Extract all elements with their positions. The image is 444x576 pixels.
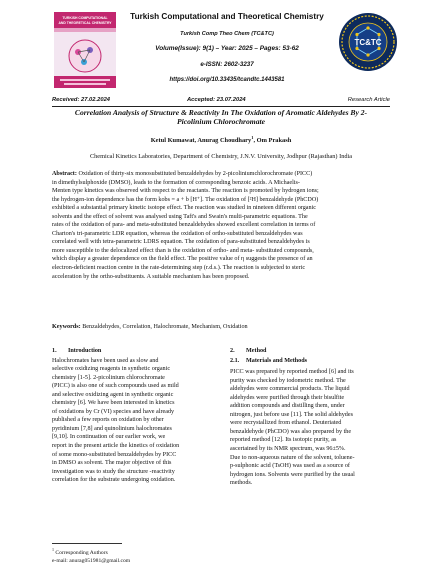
subsection-heading-materials xyxy=(230,357,388,366)
footnote-email[interactable]: e-mail: anurag051981@gmail.com xyxy=(52,557,131,564)
text-line: chemistry [1-5]. 2-picolinium chlorochromate xyxy=(52,374,165,381)
text-line: and selective oxidizing agent in synthetic organic xyxy=(52,391,174,398)
keywords xyxy=(52,324,390,330)
volume-issue-line: Volume(Issue): 9(1) – Year: 2025 – Pages: 53-62 xyxy=(155,45,299,52)
abstract-line: Menten type kinetics was observed with respect to the reactants. The reaction is promoted by hydrogen ions; xyxy=(52,188,319,195)
abstract-line: acceleration by the ortho-substituents. A suitable mechanism has been proposed. xyxy=(52,273,250,280)
logo-text-bottom: AND THEORETICAL CHEMISTRY xyxy=(58,21,112,25)
accepted-date: Accepted: 23.07.2024 xyxy=(187,97,246,103)
text-line: correlation for the substrate undergoing oxidation. xyxy=(52,477,176,484)
abstract-line: Abstract: Oxidation of thirty-six monosubstituted benzaldehydes by 2-picoliniumchlorochromate (PICC) xyxy=(52,171,313,177)
text-line: investigation was to study the structure -reactivity xyxy=(52,468,175,475)
text-line: methods. xyxy=(230,480,253,487)
text-line: (PICC) is also one of such compounds used as mild xyxy=(52,383,179,390)
abstract-line: electron-deficient reaction centre in the rate-determining step (r.d.s.). The reaction is subjected to steric xyxy=(52,265,306,272)
footnote-divider xyxy=(52,543,122,544)
abstract-line: rates of the oxidation of para- and meta-substituted benzaldehydes showed excellent correlation in terms of xyxy=(52,222,316,229)
abstract-line: in dimethylsulphoxide (DMSO), leads to the formation of corresponding benzoic acids. A Michaelis- xyxy=(52,179,300,186)
text-line: PICC was prepared by reported method [6] and its xyxy=(230,369,354,376)
text-line: in DMSO as solvent. The major objective of this xyxy=(52,460,172,467)
abstract-line: exhibited a substantial primary kinetic isotope effect. The reaction was studied in nineteen different organic xyxy=(52,205,317,212)
affiliation: Chemical Kinetics Laboratories, Department of Chemistry, J.N.V. University, Jodhpur (Rajasthan) India xyxy=(89,153,353,160)
text-line: hydrogen ions. Solvents were purified by the usual xyxy=(230,471,355,478)
column-right xyxy=(230,347,388,488)
text-line: benzaldehyde (PhCDO) was also prepared by the xyxy=(230,428,352,435)
abstract-line: more susceptible to the delocalized effect than is the oxidation of ortho- and meta- substituted compounds, xyxy=(52,247,314,254)
abstract-label: Abstract: xyxy=(52,171,77,177)
received-date: Received: 27.02.2024 xyxy=(52,97,111,103)
text-line: reported method [12]. Its isotopic purity, as xyxy=(230,437,337,444)
column-left xyxy=(52,347,210,485)
keywords-label: Keywords: xyxy=(52,324,81,330)
text-line: selective oxidizing reagents in synthetic organic xyxy=(52,366,171,373)
text-line: were recrystallized from ethanol. Deuteriated xyxy=(230,420,342,427)
author-names-rest: , Om Prakash xyxy=(253,137,292,145)
journal-cover-logo xyxy=(54,12,116,88)
author-list xyxy=(52,135,390,144)
footnote-mark: 1 xyxy=(52,547,54,552)
introduction-text xyxy=(52,357,210,485)
eissn: e-ISSN: 2602-3237 xyxy=(200,61,254,68)
abstract-line: correlated well with tetra-parametric LDRS equation. The oxidation of para-substituted benzaldehydes is xyxy=(52,239,310,246)
text-line: pyridinium [7,8] and quinolinium halochromates xyxy=(52,425,172,432)
text-line: Halochromates have been used as slow and xyxy=(52,357,159,364)
text-line: nitrogen, just before use [11]. The solid aldehydes xyxy=(230,411,353,418)
corresponding-mark: 1 xyxy=(251,135,254,140)
subsection-title: Materials and Methods xyxy=(246,357,308,364)
text-line: published a few reports on oxidation by other xyxy=(52,417,164,424)
text-line: Due to non-aqueous nature of the solvent, toluene- xyxy=(230,454,355,461)
article-type: Research Article xyxy=(347,97,390,103)
text-line: addition compounds and distilling them, under xyxy=(230,403,345,410)
section-heading-method xyxy=(230,347,388,356)
footnote xyxy=(52,546,130,565)
abstract-line: solvents and the effect of solvent was analysed using Taft's and Swain's multi-parametric equations. The xyxy=(52,213,308,220)
text-line: aldehydes were purified through their bisulfite xyxy=(230,394,345,401)
section-number: 1. xyxy=(52,348,57,354)
text-line: chemistry [6]. We have been interested in kinetics xyxy=(52,400,175,407)
dates-row xyxy=(52,97,390,106)
text-line: purity was checked by iodometric method. The xyxy=(230,377,346,384)
section-heading-introduction xyxy=(52,347,210,356)
abstract xyxy=(52,170,390,281)
title-line-1: Correlation Analysis of Structure & Reactivity In The Oxidation of Aromatic Aldehydes By 2- xyxy=(74,108,368,117)
paper-title xyxy=(60,108,382,126)
author-names: Ketul Kumawat, Anurag Choudhary xyxy=(150,137,252,145)
text-line: of oxidations by Cr (VI) species and have already xyxy=(52,408,175,415)
doi-link[interactable]: https://doi.org/10.33435/tcandtc.1443581 xyxy=(169,77,285,83)
title-line-2: Picolinium Chlorochromate xyxy=(177,117,265,126)
section-number: 2. xyxy=(230,348,235,354)
footnote-corresponding: $^1$ Corresponding Authors xyxy=(52,547,108,556)
abstract-line: which display a greater dependence on the field effect. The positive value of η suggests the presence of an xyxy=(52,256,313,263)
tctc-seal-logo xyxy=(338,12,398,72)
logo-text-top: TURKISH COMPUTATIONAL xyxy=(62,16,108,20)
header-divider xyxy=(52,106,390,107)
seal-text: TC&TC xyxy=(354,38,382,47)
section-title: Method xyxy=(246,348,267,354)
abstract-line: Charton's tri-parametric LDR equation, whereas the oxidation of ortho-substituted benzaldehydes was xyxy=(52,230,303,237)
method-text xyxy=(230,368,388,488)
subsection-number: 2.1. xyxy=(230,357,240,364)
text-line: of some mono-substituted benzaldehydes by PICC xyxy=(52,451,177,458)
text-line: [9,10]. In continuation of our earlier work, we xyxy=(52,434,166,441)
text-line: aldehydes were commercial products. The liquid xyxy=(230,386,350,393)
journal-name: Turkish Computational and Theoretical Chemistry xyxy=(130,12,324,21)
section-title: Introduction xyxy=(68,348,102,354)
abstract-line: the hydrogen-ion dependence has the form kobs = a + b [H⁺]. The oxidation of [²H] benzaldehyde (PhCDO) xyxy=(52,196,319,203)
journal-header xyxy=(118,10,336,83)
journal-abbreviation: Turkish Comp Theo Chem (TC&TC) xyxy=(180,31,274,37)
text-line: p-sulphonic acid (TsOH) was used as a source of xyxy=(230,463,350,470)
text-line: ascertained by its NMR spectrum, was 96±5%. xyxy=(230,446,346,453)
text-line: report in the present article the kinetics of oxidation xyxy=(52,443,180,450)
keywords-text: Benzaldehydes, Correlation, Halochromate, Mechanism, Oxidation xyxy=(82,324,248,330)
